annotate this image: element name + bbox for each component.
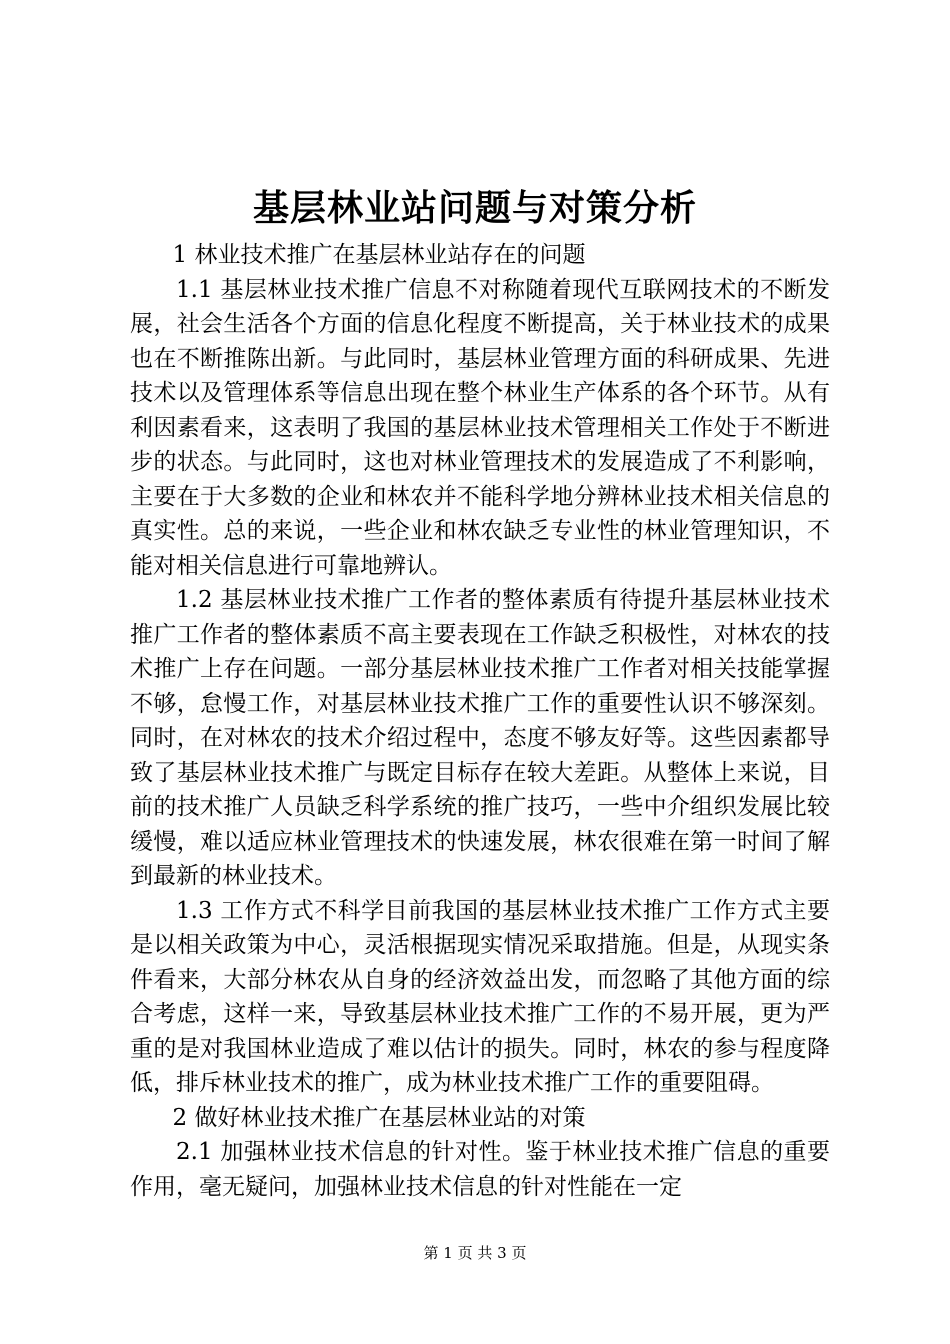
- document-body: [130, 238, 830, 1204]
- paragraph-1-2: 1.2 基层林业技术推广工作者的整体素质有待提升基层林业技术推广工作者的整体素质不高主要表现在工作缺乏积极性，对林农的技术推广上存在问题。一部分基层林业技术推广工作者对相关技能掌握不够，怠慢工作，对基层林业技术推广工作的重要性认识不够深刻。同时，在对林农的技术介绍过程中，态度不够友好等。这些因素都导致了基层林业技术推广与既定目标存在较大差距。从整体上来说，目前的技术推广人员缺乏科学系统的推广技巧，一些中介组织发展比较缓慢，难以适应林业管理技术的快速发展，林农很难在第一时间了解到最新的林业技术。: [130, 587, 830, 889]
- document-title: 基层林业站问题与对策分析: [252, 187, 697, 229]
- page-number-footer: 第 1 页 共 3 页: [423, 1244, 527, 1262]
- paragraph-1-1: 1.1 基层林业技术推广信息不对称随着现代互联网技术的不断发展，社会生活各个方面的信息化程度不断提高，关于林业技术的成果也在不断推陈出新。与此同时，基层林业管理方面的科研成果、先进技术以及管理体系等信息出现在整个林业生产体系的各个环节。从有利因素看来，这表明了我国的基层林业技术管理相关工作处于不断进步的状态。与此同时，这也对林业管理技术的发展造成了不利影响，主要在于大多数的企业和林农并不能科学地分辨林业技术相关信息的真实性。总的来说，一些企业和林农缺乏专业性的林业管理知识，不能对相关信息进行可靠地辨认。: [130, 276, 830, 579]
- section-heading-2: 2 做好林业技术推广在基层林业站的对策: [172, 1104, 586, 1131]
- section-heading-1: 1 林业技术推广在基层林业站存在的问题: [172, 242, 586, 268]
- paragraph-1-3: 1.3 工作方式不科学目前我国的基层林业技术推广工作方式主要是以相关政策为中心，灵活根据现实情况采取措施。但是，从现实条件看来，大部分林农从自身的经济效益出发，而忽略了其他方面的综合考虑，这样一来，导致基层林业技术推广工作的不易开展，更为严重的是对我国林业造成了难以估计的损失。同时，林农的参与程度降低，排斥林业技术的推广，成为林业技术推广工作的重要阻碍。: [130, 897, 830, 1096]
- paragraph-2-1: 2.1 加强林业技术信息的针对性。鉴于林业技术推广信息的重要作用，毫无疑问，加强林业技术信息的针对性能在一定: [130, 1139, 830, 1200]
